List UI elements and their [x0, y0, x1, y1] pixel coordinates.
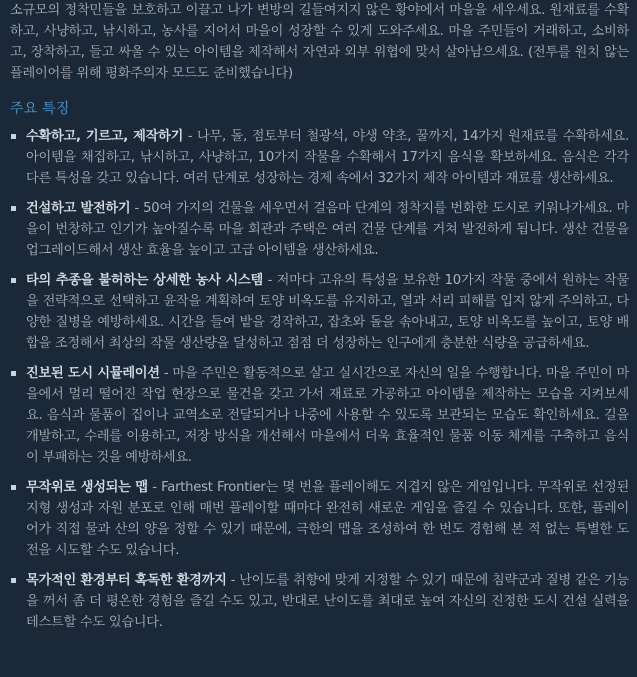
- bullet-icon: [11, 578, 16, 583]
- feature-text: - 난이도를 취향에 맞게 지정할 수 있기 때문에 침략군과 질병 같은 기능을 꺼서 좀 더 평온한 경험을 즐길 수도 있고, 반대로 난이도를 최대로 높여 자신의 진정한 도시 건설 실력을 테스트할 수도 있습니다.: [26, 573, 629, 630]
- bullet-icon: [11, 278, 16, 283]
- bullet-icon: [11, 206, 16, 211]
- feature-item-build: [10, 198, 629, 261]
- feature-item-farming: [10, 270, 629, 354]
- bullet-icon: [11, 134, 16, 139]
- feature-text: - 저마다 고유의 특성을 보유한 10가지 작물 중에서 원하는 작물을 전략적으로 선택하고 윤작을 계획하여 토양 비옥도를 유지하고, 열과 서리 피해를 입지 않게 주의하고, 다양한 질병을 예방하세요. 시간을 들여 밭을 경작하고, 잡초와 돌을 솎아내고, 토양 비옥도를 높이고, 토양 배합을 조정해서 최상의 작물 생산량을 달성하고 점점 더 성장하는 인구에게 충분한 식량을 공급하세요.: [26, 273, 629, 351]
- bullet-icon: [11, 485, 16, 490]
- feature-title: 수확하고, 기르고, 제작하기: [26, 129, 184, 144]
- feature-title: 무작위로 생성되는 맵: [26, 480, 148, 495]
- bullet-icon: [11, 371, 16, 376]
- feature-title: 목가적인 환경부터 혹독한 환경까지: [26, 573, 227, 588]
- feature-text: - 50여 가지의 건물을 세우면서 걸음마 단계의 정착지를 번화한 도시로 키워나가세요. 마을이 번창하고 인기가 높아질수록 마을 회관과 주택은 여러 건물 단계를 거쳐 발전하게 됩니다. 생산 건물을 업그레이드해서 생산 효율을 높이고 고급 아이템을 생산하세요.: [26, 201, 629, 258]
- feature-item-difficulty: [10, 570, 629, 633]
- feature-item-harvest: [10, 126, 629, 189]
- section-heading: 주요 특징: [10, 101, 70, 117]
- feature-title: 타의 추종을 불허하는 상세한 농사 시스템: [26, 273, 264, 288]
- feature-title: 건설하고 발전하기: [26, 201, 131, 216]
- feature-text: - 나무, 돌, 점토부터 철광석, 야생 약초, 꿀까지, 14가지 원재료를 수확하세요. 아이템을 채집하고, 낚시하고, 사냥하고, 10가지 작물을 수확해서 17가지 음식을 확보하세요. 음식은 각각 다른 특성을 갖고 있습니다. 여러 단계로 성장하는 경제 속에서 32가지 제작 아이템과 재료를 생산하세요.: [26, 129, 629, 186]
- feature-list: [10, 126, 629, 633]
- intro-paragraph: 소규모의 정착민들을 보호하고 이끌고 나가 변방의 길들여지지 않은 황야에서 마을을 세우세요. 원재료를 수확하고, 사냥하고, 낚시하고, 농사를 지어서 마을이 성장할 수 있게 도와주세요. 마을 주민들이 거래하고, 소비하고, 장착하고, 들고 싸울 수 있는 아이템을 제작해서 자연과 외부 위협에 맞서 살아남으세요. (전투를 원치 않는 플레이어를 위해 평화주의자 모드도 준비했습니다): [10, 3, 629, 81]
- feature-item-random-maps: [10, 477, 629, 561]
- feature-title: 진보된 도시 시뮬레이션: [26, 366, 160, 381]
- feature-text: - Farthest Frontier는 몇 번을 플레이해도 지겹지 않은 게임입니다. 무작위로 선정된 지형 생성과 자원 분포로 인해 매번 플레이할 때마다 완전히 새로운 게임을 즐길 수 있습니다. 또한, 플레이어가 직접 물과 산의 양을 정할 수 있기 때문에, 극한의 맵을 조성하여 한 번도 경험해 본 적 없는 특별한 도전을 시도할 수도 있습니다.: [26, 480, 630, 558]
- feature-text: - 마을 주민은 활동적으로 살고 실시간으로 자신의 일을 수행합니다. 마을 주민이 마을에서 멀리 떨어진 작업 현장으로 물건을 갖고 가서 재료로 가공하고 아이템을 제작하는 모습을 지켜보세요. 음식과 물품이 집이나 교역소로 전달되거나 나중에 사용할 수 있도록 보관되는 모습도 확인하세요. 길을 개발하고, 수레를 이용하고, 저장 방식을 개선해서 마을에서 더욱 효율적인 물품 이동 체계를 구축하고 음식이 부패하는 것을 예방하세요.: [26, 366, 629, 465]
- feature-item-simulation: [10, 363, 629, 468]
